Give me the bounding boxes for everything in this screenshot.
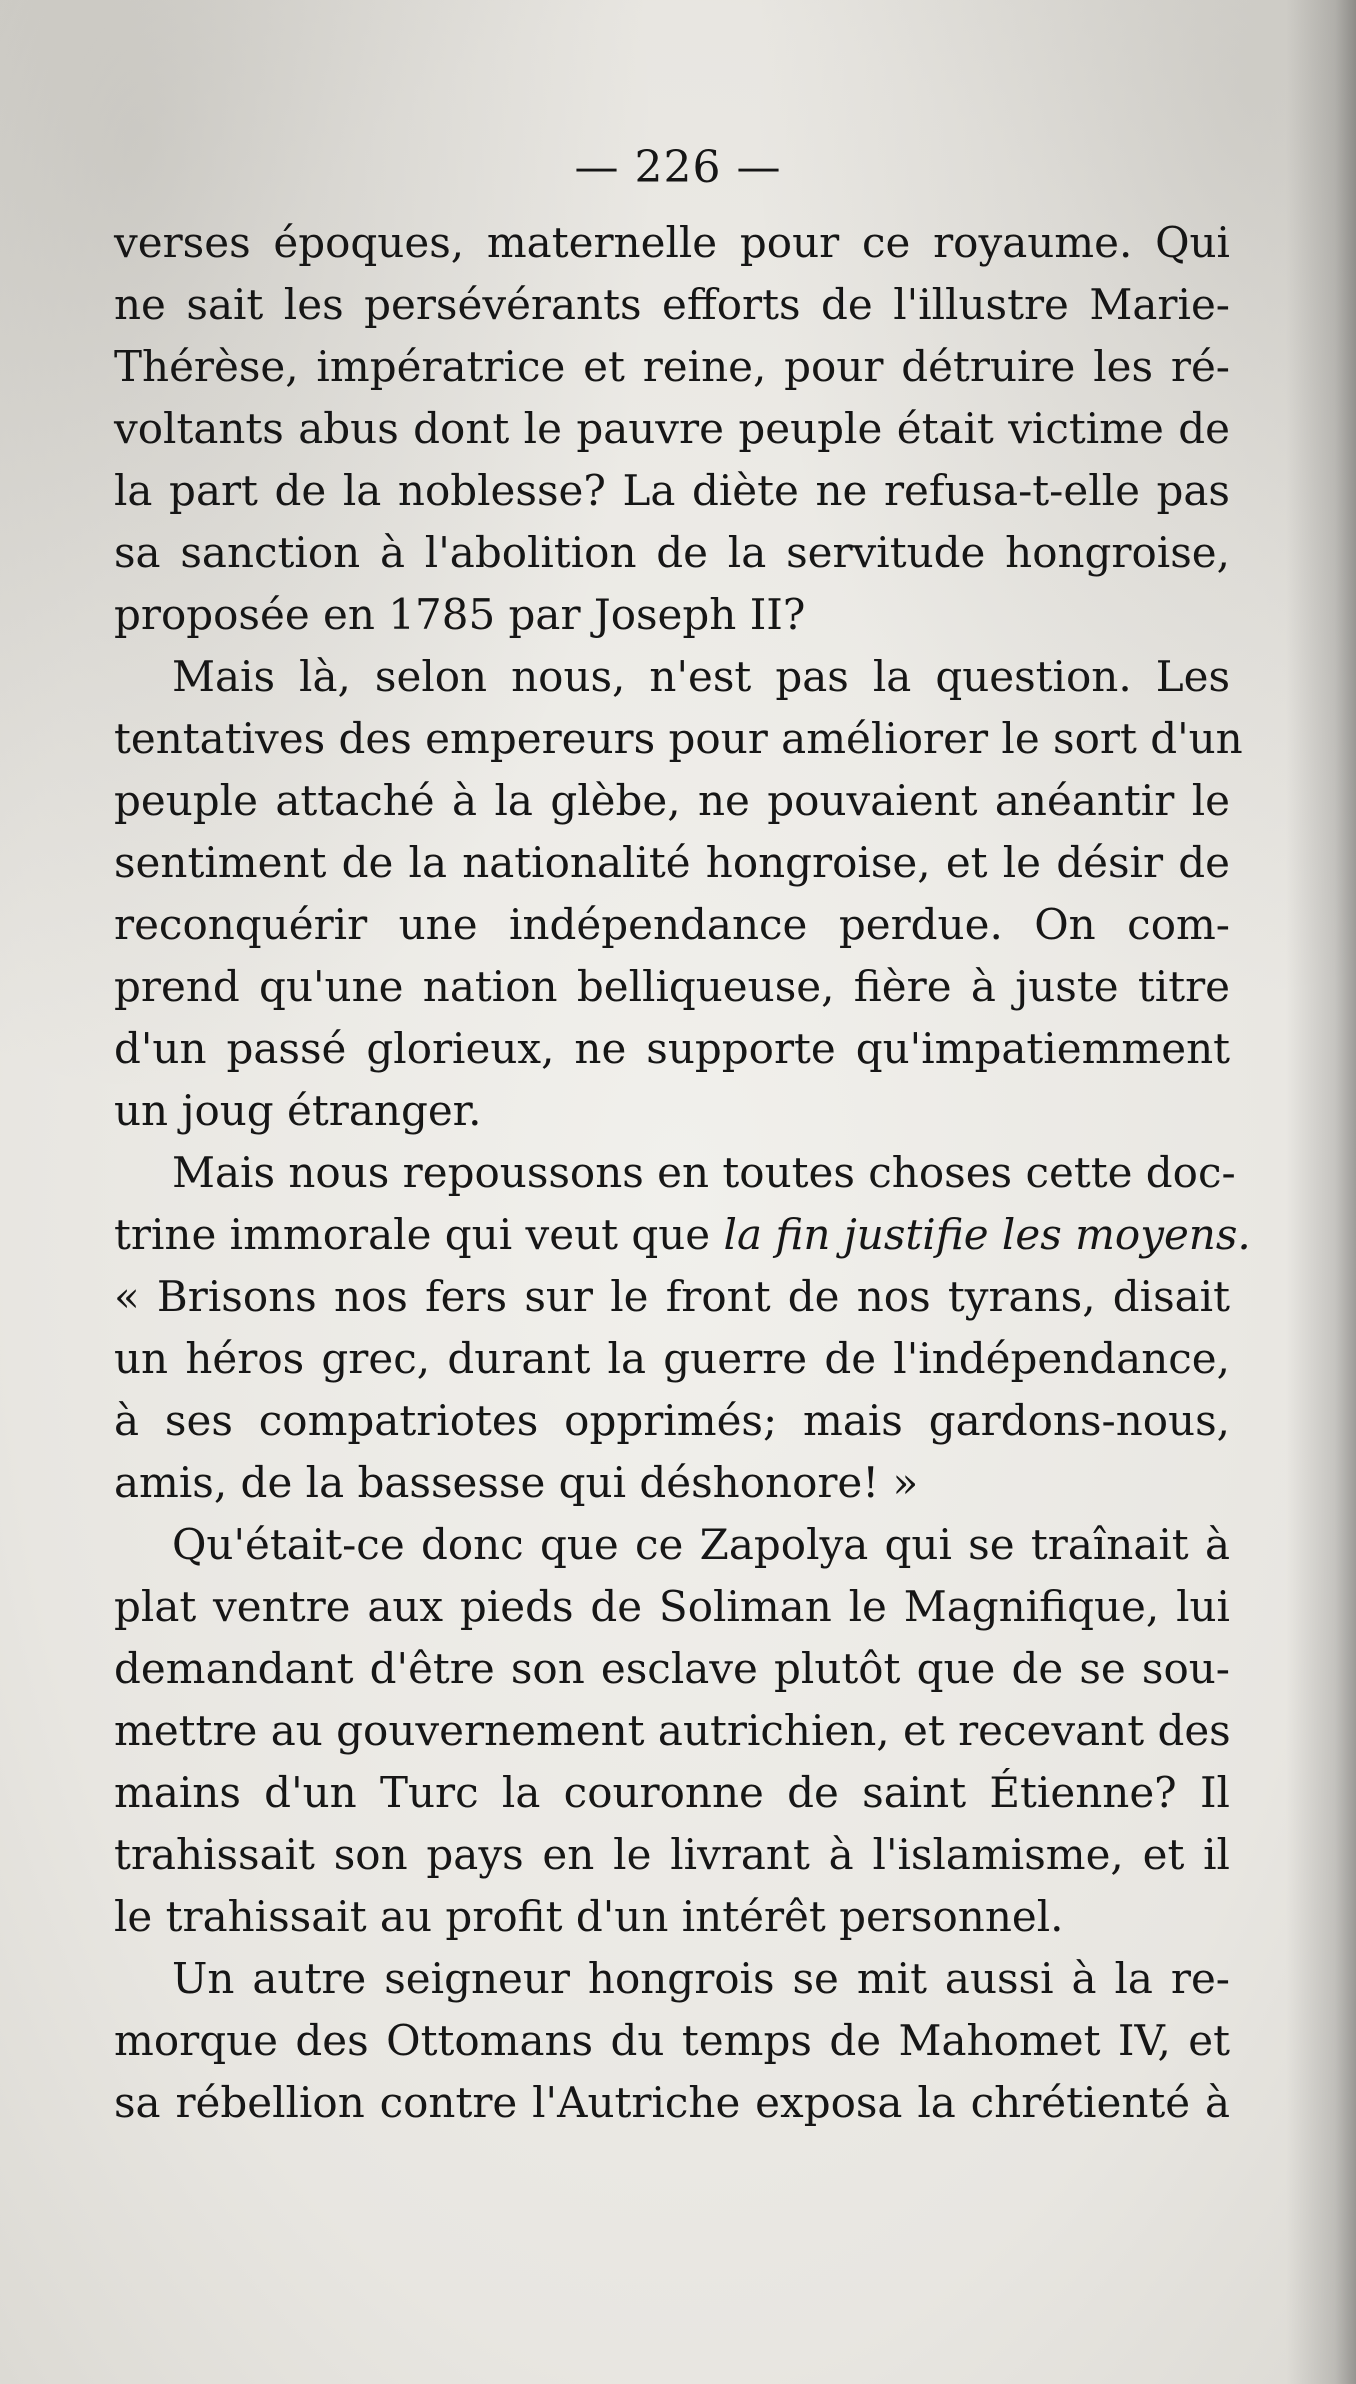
text-line: mettre au gouvernement autrichien, et recevant des (114, 1706, 1231, 1755)
text-line: demandant d'être son esclave plutôt que de se sou- (114, 1644, 1230, 1693)
text-line: sa sanction à l'abolition de la servitude hongroise, (114, 528, 1230, 577)
paragraph-start-line: Mais là, selon nous, n'est pas la question. Les (172, 652, 1230, 701)
text-line: trahissait son pays en le livrant à l'islamisme, et il (114, 1830, 1230, 1879)
paragraph-start-line: Mais nous repoussons en toutes choses cette doc- (172, 1148, 1236, 1197)
text-line: à ses compatriotes opprimés; mais gardons-nous, (114, 1396, 1230, 1445)
text-line: le trahissait au profit d'un intérêt personnel. (114, 1892, 1064, 1941)
text-line: d'un passé glorieux, ne supporte qu'impatiemment (114, 1024, 1230, 1073)
text-line: Thérèse, impératrice et reine, pour détruire les ré- (114, 342, 1230, 391)
text-line: sentiment de la nationalité hongroise, et le désir de (114, 838, 1230, 887)
text-line: peuple attaché à la glèbe, ne pouvaient anéantir le (114, 776, 1230, 825)
page-edge-shadow (1286, 0, 1356, 2384)
text-line: verses époques, maternelle pour ce royaume. Qui (114, 218, 1230, 267)
paragraph-start-line: Qu'était-ce donc que ce Zapolya qui se traînait à (172, 1520, 1230, 1569)
text-line: tentatives des empereurs pour améliorer le sort d'un (114, 714, 1243, 763)
text-line: amis, de la bassesse qui déshonore! » (114, 1458, 919, 1507)
text-line: ne sait les persévérants efforts de l'illustre Marie- (114, 280, 1230, 329)
page-number: — 226 — (574, 142, 782, 193)
text-line: plat ventre aux pieds de Soliman le Magnifique, lui (114, 1582, 1230, 1631)
text-line: voltants abus dont le pauvre peuple était victime de (114, 404, 1230, 453)
text-line: reconquérir une indépendance perdue. On com- (114, 900, 1230, 949)
body-text (114, 212, 1251, 2134)
text-span: trine immorale qui veut que (114, 1210, 711, 1259)
text-line-with-italic (114, 1204, 1251, 1266)
italic-phrase: la fin justifie les moyens. (723, 1210, 1251, 1259)
text-line: prend qu'une nation belliqueuse, fière à juste titre (114, 962, 1230, 1011)
text-line: morque des Ottomans du temps de Mahomet IV, et (114, 2016, 1230, 2065)
text-line: « Brisons nos fers sur le front de nos tyrans, disait (114, 1272, 1230, 1321)
text-line: proposée en 1785 par Joseph II? (114, 590, 806, 639)
text-line: un héros grec, durant la guerre de l'indépendance, (114, 1334, 1230, 1383)
text-line: sa rébellion contre l'Autriche exposa la chrétienté à (114, 2078, 1230, 2127)
text-line: un joug étranger. (114, 1086, 482, 1135)
paragraph-start-line: Un autre seigneur hongrois se mit aussi à la re- (172, 1954, 1230, 2003)
text-line: la part de la noblesse? La diète ne refusa-t-elle pas (114, 466, 1230, 515)
text-line: mains d'un Turc la couronne de saint Étienne? Il (114, 1768, 1230, 1817)
